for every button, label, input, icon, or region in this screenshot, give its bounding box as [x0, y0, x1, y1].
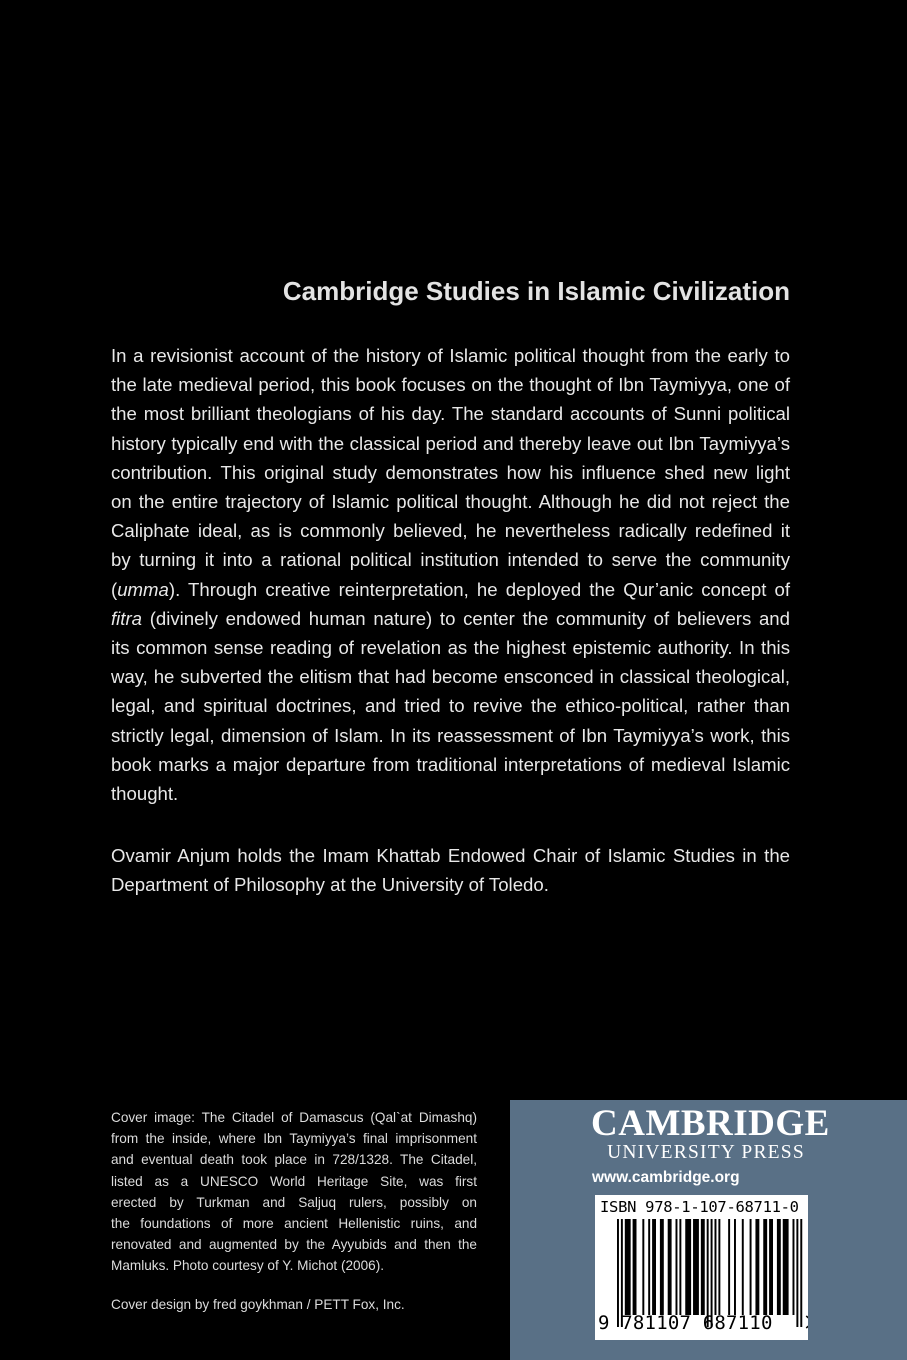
barcode-bar [693, 1219, 699, 1315]
barcode-bar [715, 1219, 717, 1315]
credit-line-7: renovated and augmented by the Ayyubids and then the [111, 1237, 477, 1253]
barcode-bar [668, 1219, 672, 1315]
publisher-subname: UNIVERSITY PRESS [607, 1142, 805, 1163]
credit-line-6: the foundations of more ancient Hellenistic ruins, and [111, 1216, 477, 1232]
barcode-bar [711, 1219, 713, 1327]
description-line-2: the late medieval period, this book focuses on the thought of Ibn Taymiyya, one of [111, 374, 790, 396]
barcode-bar [769, 1219, 773, 1315]
barcode-bar [625, 1219, 631, 1315]
barcode-bar [660, 1219, 664, 1315]
barcode-bar [728, 1219, 730, 1315]
description-line-16: thought. [111, 783, 179, 805]
description-line-9 [111, 575, 790, 604]
description-line-10 [111, 604, 790, 633]
description-line-13: legal, and spiritual doctrines, and tried to revive the ethico-political, rather than [111, 695, 790, 717]
quiet-zone-mark [806, 1316, 808, 1328]
open-paren: ( [111, 578, 118, 600]
description-line-9-rest: ). Through creative reinterpretation, he deployed the Qur’anic concept of [168, 578, 790, 600]
credit-line-3: and eventual death took place in 728/1328. The Citadel, [111, 1152, 477, 1168]
barcode-bar [763, 1219, 767, 1315]
barcode-bar [701, 1219, 705, 1315]
barcode-digits: 9 781107 687110 [598, 1312, 773, 1334]
credit-line-1: Cover image: The Citadel of Damascus (Qal`at Dimashq) [111, 1110, 477, 1125]
author-bio: Ovamir Anjum holds the Imam Khattab Endowed Chair of Islamic Studies in the Department of Philosophy at the University of Toledo. [111, 845, 790, 896]
barcode-bar [777, 1219, 781, 1315]
cover-design-credit: Cover design by fred goykhman / PETT Fox, Inc. [111, 1297, 405, 1312]
description-line-11: its common sense reading of revelation as the highest epistemic authority. In this [111, 637, 790, 659]
description-line-7: Caliphate ideal, as is commonly believed, he nevertheless radically redefined it [111, 520, 790, 542]
isbn-barcode [595, 1195, 808, 1340]
credit-line-4: listed as a UNESCO World Heritage Site, was first [111, 1173, 477, 1189]
credit-line-2: from the inside, where Ibn Taymiyya’s final imprisonment [111, 1131, 477, 1147]
series-title: Cambridge Studies in Islamic Civilization [282, 276, 790, 306]
term-fitra: fitra [111, 607, 142, 629]
description-line-14: strictly legal, dimension of Islam. In its reassessment of Ibn Taymiyya’s work, this [111, 724, 790, 746]
barcode-bar [750, 1219, 752, 1315]
barcode-bar [734, 1219, 736, 1315]
description-line-3: the most brilliant theologians of his day. The standard accounts of Sunni political [111, 403, 790, 425]
publisher-url[interactable]: www.cambridge.org [592, 1169, 740, 1186]
barcode-bar [793, 1219, 795, 1315]
description-line-8: by turning it into a rational political institution intended to serve the community [111, 549, 790, 571]
barcode-bar [742, 1219, 744, 1315]
barcode-bar [755, 1219, 759, 1315]
description-line-15: book marks a major departure from traditional interpretations of medieval Islamic [111, 753, 790, 775]
barcode-bar [676, 1219, 678, 1315]
description-line-1: In a revisionist account of the history of Islamic political thought from the early to [111, 345, 790, 366]
barcode-bar [800, 1219, 802, 1327]
publisher-name: CAMBRIDGE [591, 1103, 830, 1144]
description-line-4: history typically end with the classical period and thereby leave out Ibn Taymiyya’s [111, 432, 790, 454]
book-description [111, 341, 790, 808]
description-line-6: on the entire trajectory of Islamic political thought. Although he did not reject the [111, 491, 790, 513]
barcode-bar [685, 1219, 691, 1315]
description-line-5: contribution. This original study demonstrates how his influence shed new light [111, 461, 790, 483]
barcode-bar [621, 1219, 623, 1327]
barcode-bar [642, 1219, 644, 1315]
barcode-bar [679, 1219, 681, 1315]
cover-image-credit [111, 1107, 477, 1277]
credit-line-8: Mamluks. Photo courtesy of Y. Michot (2006). [111, 1258, 385, 1274]
barcode-bar [718, 1219, 720, 1315]
barcode-bar [648, 1219, 650, 1315]
isbn-label: ISBN 978-1-107-68711-0 [600, 1198, 799, 1216]
barcode-bar [796, 1219, 798, 1327]
barcode-bar [783, 1219, 789, 1315]
barcode-bar [707, 1219, 709, 1327]
term-umma: umma [117, 578, 169, 600]
barcode-bar [652, 1219, 656, 1315]
credit-line-5: erected by Turkman and Saljuq rulers, possibly on [111, 1194, 477, 1210]
barcode-bar [633, 1219, 637, 1315]
description-line-10-rest: (divinely endowed human nature) to center the community of believers and [142, 607, 790, 629]
publisher-panel [510, 1100, 907, 1360]
barcode-bar [617, 1219, 619, 1327]
description-line-12: way, he subverted the elitism that had become ensconced in classical theological, [111, 666, 790, 688]
